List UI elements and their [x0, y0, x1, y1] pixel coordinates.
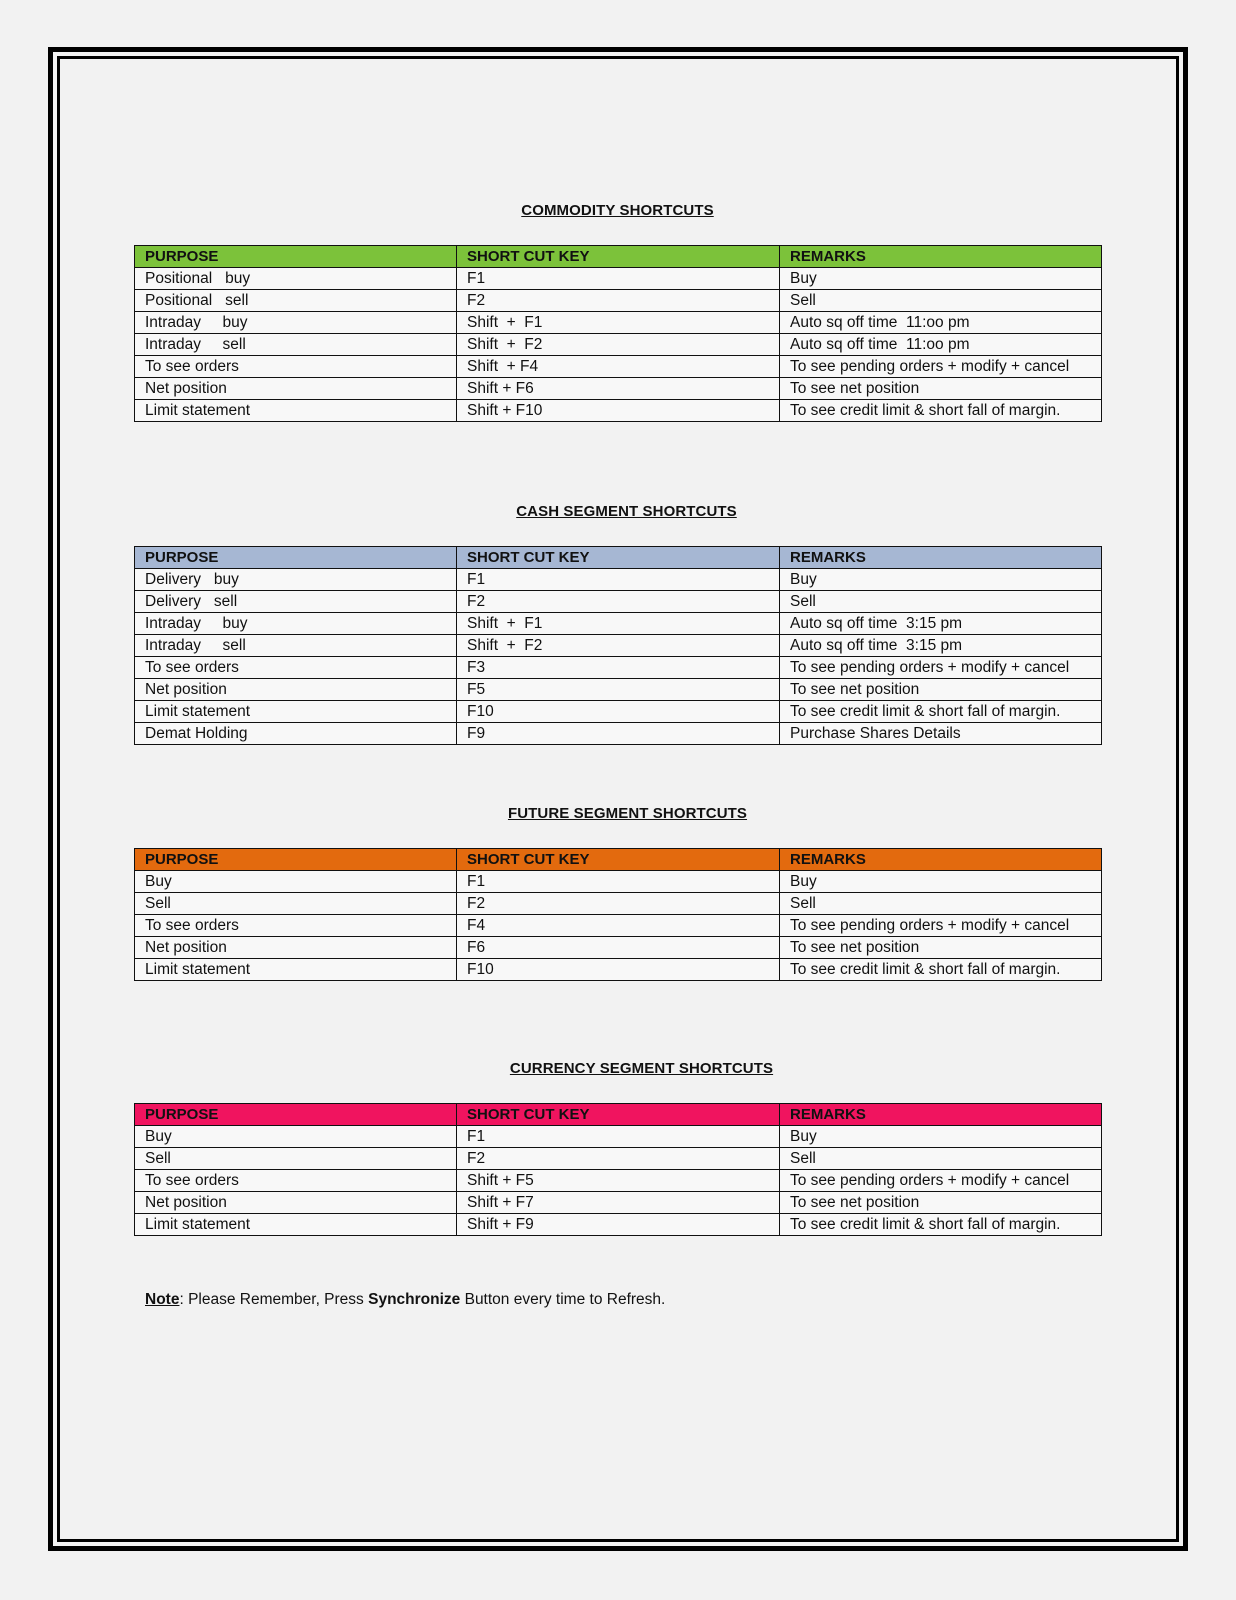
future-table: [134, 848, 1102, 981]
table-row: [135, 334, 1102, 356]
table-row: [135, 1214, 1102, 1236]
shortcut-key-cell: Shift + F10: [457, 400, 780, 422]
shortcut-key-header: SHORT CUT KEY: [457, 246, 780, 268]
remarks-cell: Buy: [780, 268, 1102, 290]
table-row: [135, 959, 1102, 981]
remarks-cell: Auto sq off time 3:15 pm: [780, 635, 1102, 657]
table-row: [135, 701, 1102, 723]
purpose-cell: Intraday buy: [135, 613, 457, 635]
shortcut-key-header: SHORT CUT KEY: [457, 849, 780, 871]
shortcut-key-cell: Shift + F1: [457, 613, 780, 635]
purpose-cell: To see orders: [135, 657, 457, 679]
shortcut-key-cell: F10: [457, 701, 780, 723]
note-text-before: : Please Remember, Press: [179, 1291, 369, 1308]
table-row: [135, 591, 1102, 613]
table-row: [135, 937, 1102, 959]
table-row: [135, 723, 1102, 745]
table-row: [135, 915, 1102, 937]
table-row: [135, 1192, 1102, 1214]
remarks-cell: Buy: [780, 871, 1102, 893]
shortcut-key-header: SHORT CUT KEY: [457, 547, 780, 569]
purpose-cell: To see orders: [135, 356, 457, 378]
remarks-cell: Sell: [780, 591, 1102, 613]
purpose-cell: To see orders: [135, 915, 457, 937]
shortcut-key-cell: F1: [457, 268, 780, 290]
purpose-cell: Delivery sell: [135, 591, 457, 613]
shortcut-key-cell: F3: [457, 657, 780, 679]
shortcut-key-header: SHORT CUT KEY: [457, 1104, 780, 1126]
note-text-after: Button every time to Refresh.: [460, 1291, 666, 1308]
purpose-cell: Limit statement: [135, 701, 457, 723]
remarks-cell: To see pending orders + modify + cancel: [780, 915, 1102, 937]
table-row: [135, 657, 1102, 679]
purpose-header: PURPOSE: [135, 849, 457, 871]
note-synchronize: Synchronize: [368, 1291, 461, 1308]
shortcut-key-cell: F2: [457, 290, 780, 312]
remarks-cell: To see credit limit & short fall of margin.: [780, 400, 1102, 422]
remarks-cell: To see net position: [780, 1192, 1102, 1214]
shortcut-key-cell: F1: [457, 1126, 780, 1148]
remarks-cell: To see net position: [780, 378, 1102, 400]
purpose-cell: Limit statement: [135, 1214, 457, 1236]
purpose-cell: Limit statement: [135, 400, 457, 422]
purpose-header: PURPOSE: [135, 1104, 457, 1126]
table-row: [135, 679, 1102, 701]
remarks-cell: Buy: [780, 569, 1102, 591]
table-row: [135, 1148, 1102, 1170]
table-row: [135, 378, 1102, 400]
remarks-cell: To see credit limit & short fall of margin.: [780, 701, 1102, 723]
table-row: [135, 635, 1102, 657]
table-row: [135, 893, 1102, 915]
purpose-header: PURPOSE: [135, 547, 457, 569]
shortcut-key-cell: Shift + F5: [457, 1170, 780, 1192]
purpose-cell: To see orders: [135, 1170, 457, 1192]
purpose-header: PURPOSE: [135, 246, 457, 268]
note: [145, 1291, 665, 1309]
purpose-cell: Net position: [135, 1192, 457, 1214]
note-label: Note: [145, 1291, 180, 1308]
remarks-cell: To see pending orders + modify + cancel: [780, 356, 1102, 378]
table-row: [135, 400, 1102, 422]
remarks-cell: To see credit limit & short fall of margin.: [780, 959, 1102, 981]
shortcut-key-cell: F6: [457, 937, 780, 959]
shortcut-key-cell: Shift + F4: [457, 356, 780, 378]
remarks-cell: Auto sq off time 11:oo pm: [780, 312, 1102, 334]
remarks-cell: To see credit limit & short fall of margin.: [780, 1214, 1102, 1236]
shortcut-key-cell: Shift + F9: [457, 1214, 780, 1236]
purpose-cell: Buy: [135, 1126, 457, 1148]
remarks-header: REMARKS: [780, 1104, 1102, 1126]
commodity-title: COMMODITY SHORTCUTS: [521, 202, 714, 219]
shortcut-key-cell: F2: [457, 591, 780, 613]
table-header-row: [135, 246, 1102, 268]
remarks-header: REMARKS: [780, 849, 1102, 871]
purpose-cell: Intraday sell: [135, 635, 457, 657]
remarks-cell: To see pending orders + modify + cancel: [780, 1170, 1102, 1192]
remarks-cell: Sell: [780, 1148, 1102, 1170]
table-row: [135, 871, 1102, 893]
shortcut-key-cell: F9: [457, 723, 780, 745]
remarks-cell: Sell: [780, 893, 1102, 915]
remarks-cell: To see net position: [780, 679, 1102, 701]
shortcut-key-cell: F1: [457, 871, 780, 893]
cash-table: [134, 546, 1102, 745]
remarks-cell: To see pending orders + modify + cancel: [780, 657, 1102, 679]
table-row: [135, 613, 1102, 635]
currency-title: CURRENCY SEGMENT SHORTCUTS: [509, 1060, 774, 1077]
purpose-cell: Intraday sell: [135, 334, 457, 356]
table-header-row: [135, 547, 1102, 569]
remarks-header: REMARKS: [780, 246, 1102, 268]
remarks-cell: Sell: [780, 290, 1102, 312]
table-row: [135, 290, 1102, 312]
table-row: [135, 569, 1102, 591]
table-row: [135, 1126, 1102, 1148]
currency-table: [134, 1103, 1102, 1236]
remarks-cell: To see net position: [780, 937, 1102, 959]
shortcut-key-cell: F1: [457, 569, 780, 591]
shortcut-key-cell: Shift + F2: [457, 334, 780, 356]
purpose-cell: Net position: [135, 378, 457, 400]
shortcut-key-cell: F10: [457, 959, 780, 981]
commodity-table: [134, 245, 1102, 422]
shortcut-key-cell: Shift + F2: [457, 635, 780, 657]
table-row: [135, 1170, 1102, 1192]
purpose-cell: Buy: [135, 871, 457, 893]
table-row: [135, 268, 1102, 290]
table-header-row: [135, 1104, 1102, 1126]
shortcut-key-cell: F2: [457, 1148, 780, 1170]
shortcut-key-cell: Shift + F1: [457, 312, 780, 334]
shortcut-key-cell: Shift + F7: [457, 1192, 780, 1214]
purpose-cell: Delivery buy: [135, 569, 457, 591]
purpose-cell: Sell: [135, 893, 457, 915]
purpose-cell: Limit statement: [135, 959, 457, 981]
table-row: [135, 312, 1102, 334]
shortcut-key-cell: F4: [457, 915, 780, 937]
shortcut-key-cell: F5: [457, 679, 780, 701]
purpose-cell: Positional sell: [135, 290, 457, 312]
remarks-header: REMARKS: [780, 547, 1102, 569]
table-row: [135, 356, 1102, 378]
remarks-cell: Auto sq off time 11:oo pm: [780, 334, 1102, 356]
purpose-cell: Intraday buy: [135, 312, 457, 334]
remarks-cell: Purchase Shares Details: [780, 723, 1102, 745]
purpose-cell: Positional buy: [135, 268, 457, 290]
shortcut-key-cell: F2: [457, 893, 780, 915]
purpose-cell: Net position: [135, 937, 457, 959]
shortcut-key-cell: Shift + F6: [457, 378, 780, 400]
table-header-row: [135, 849, 1102, 871]
purpose-cell: Demat Holding: [135, 723, 457, 745]
remarks-cell: Auto sq off time 3:15 pm: [780, 613, 1102, 635]
purpose-cell: Sell: [135, 1148, 457, 1170]
cash-title: CASH SEGMENT SHORTCUTS: [516, 503, 737, 520]
remarks-cell: Buy: [780, 1126, 1102, 1148]
future-title: FUTURE SEGMENT SHORTCUTS: [507, 805, 748, 822]
purpose-cell: Net position: [135, 679, 457, 701]
